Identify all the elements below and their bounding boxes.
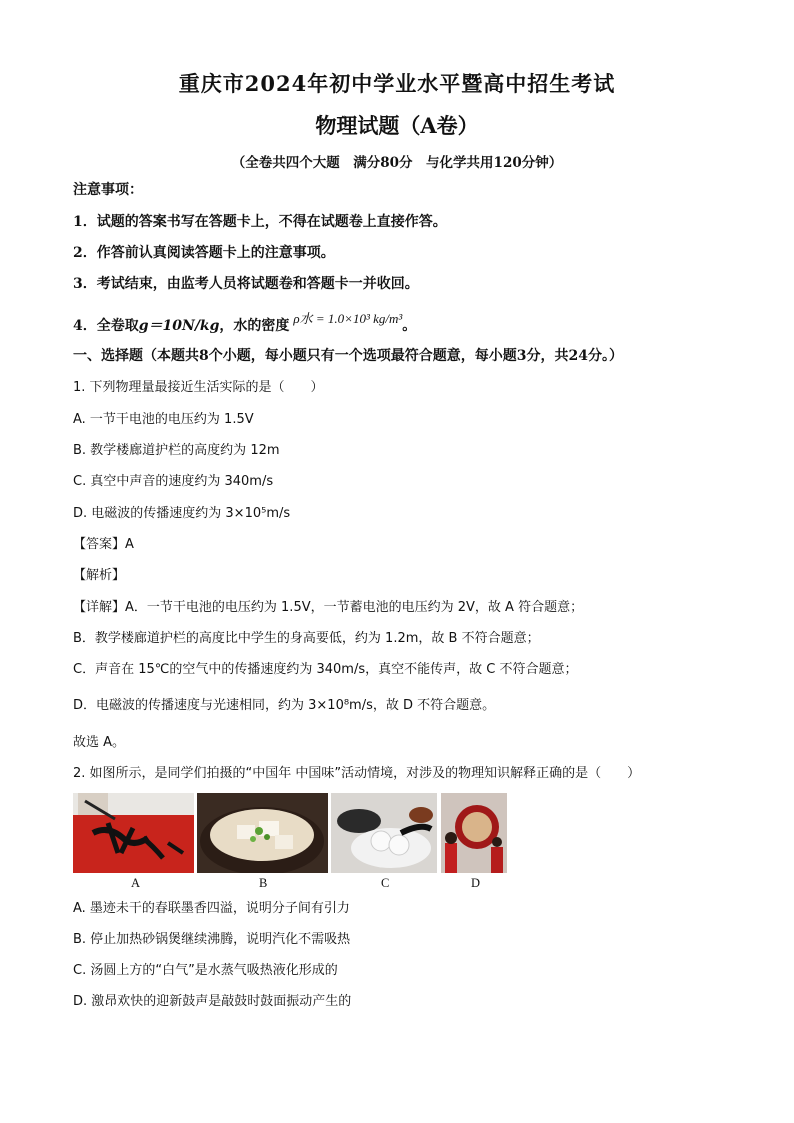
q1-conclusion: 故选 A。 [73,735,126,750]
q2-option-a: A. 墨迹未干的春联墨香四溢，说明分子间有引力 [73,901,350,916]
figure-label-b: B [259,876,268,890]
figure-c-tangyuan-photo [331,793,437,873]
q2-option-d: D. 激昂欢快的迎新鼓声是敲鼓时鼓面振动产生的 [73,994,352,1009]
figure-label-d: D [471,876,481,890]
water-density-formula: ρ水 = 1.0×10³ kg/m³ [293,311,403,326]
detail-tag: 【详解】 [73,600,126,615]
q2-stem: 2. 如图所示，是同学们拍摄的“中国年 中国味”活动情境，对涉及的物理知识解释正确的是（ ） [73,766,641,781]
q2-figures [73,793,507,873]
note-item-4-end: 。 [402,318,417,334]
q1-explanation-d: D．电磁波的传播速度与光速相同，约为 3×10⁸m/s，故 D 不符合题意。 [73,698,496,713]
figure-a-calligraphy-photo [73,793,194,873]
q1-explanation-b: B．教学楼廊道护栏的高度比中学生的身高要低，约为 1.2m，故 B 不符合题意； [73,631,540,646]
figure-label-c: C [381,876,390,890]
exam-subtitle: 物理试题（A卷） [315,113,479,138]
q1-analysis-tag: 【解析】 [73,568,126,583]
figure-label-a: A [131,876,141,890]
exam-title: 重庆市2024年初中学业水平暨高中招生考试 [178,71,616,96]
q2-option-b: B. 停止加热砂锅煲继续沸腾，说明汽化不需吸热 [73,932,351,947]
note-item-2: 2．作答前认真阅读答题卡上的注意事项。 [73,245,335,261]
section-1-heading: 一、选择题（本题共8个小题，每小题只有一个选项最符合题意，每小题3分，共24分。） [73,348,623,364]
figure-b-clay-pot-photo [197,793,328,873]
q1-detail [73,598,754,618]
gravity-constant: g＝10N/kg [138,318,220,334]
exam-meta: （全卷共四个大题 满分80分 与化学共用120分钟） [231,155,563,171]
answer-value: A [125,537,134,552]
q1-option-d: D. 电磁波的传播速度约为 3×10⁵m/s [73,506,291,521]
q1-explanation-a: A．一节干电池的电压约为 1.5V，一节蓄电池的电压约为 2V，故 A 符合题意； [125,600,584,615]
q1-option-a: A. 一节干电池的电压约为 1.5V [73,412,254,427]
answer-tag: 【答案】 [73,537,126,552]
note-item-1: 1．试题的答案书写在答题卡上，不得在试题卷上直接作答。 [73,214,447,230]
note-item-3: 3．考试结束，由监考人员将试题卷和答题卡一并收回。 [73,276,419,292]
q1-option-b: B. 教学楼廊道护栏的高度约为 12m [73,443,280,458]
q1-stem: 1. 下列物理量最接近生活实际的是（ ） [73,380,324,395]
note-item-4-prefix: 4．全卷取 [73,318,139,334]
q2-option-c: C. 汤圆上方的“白气”是水蒸气吸热液化形成的 [73,963,338,978]
figure-d-drum-photo [441,793,507,873]
q1-answer [73,535,754,555]
q1-option-c: C. 真空中声音的速度约为 340m/s [73,474,274,489]
q1-explanation-c: C．声音在 15℃的空气中的传播速度约为 340m/s，真空不能传声，故 C 不符合题意； [73,662,578,677]
note-item-4-mid: ，水的密度 [219,318,290,334]
note-item-4 [73,311,754,336]
notes-heading: 注意事项： [73,182,143,198]
